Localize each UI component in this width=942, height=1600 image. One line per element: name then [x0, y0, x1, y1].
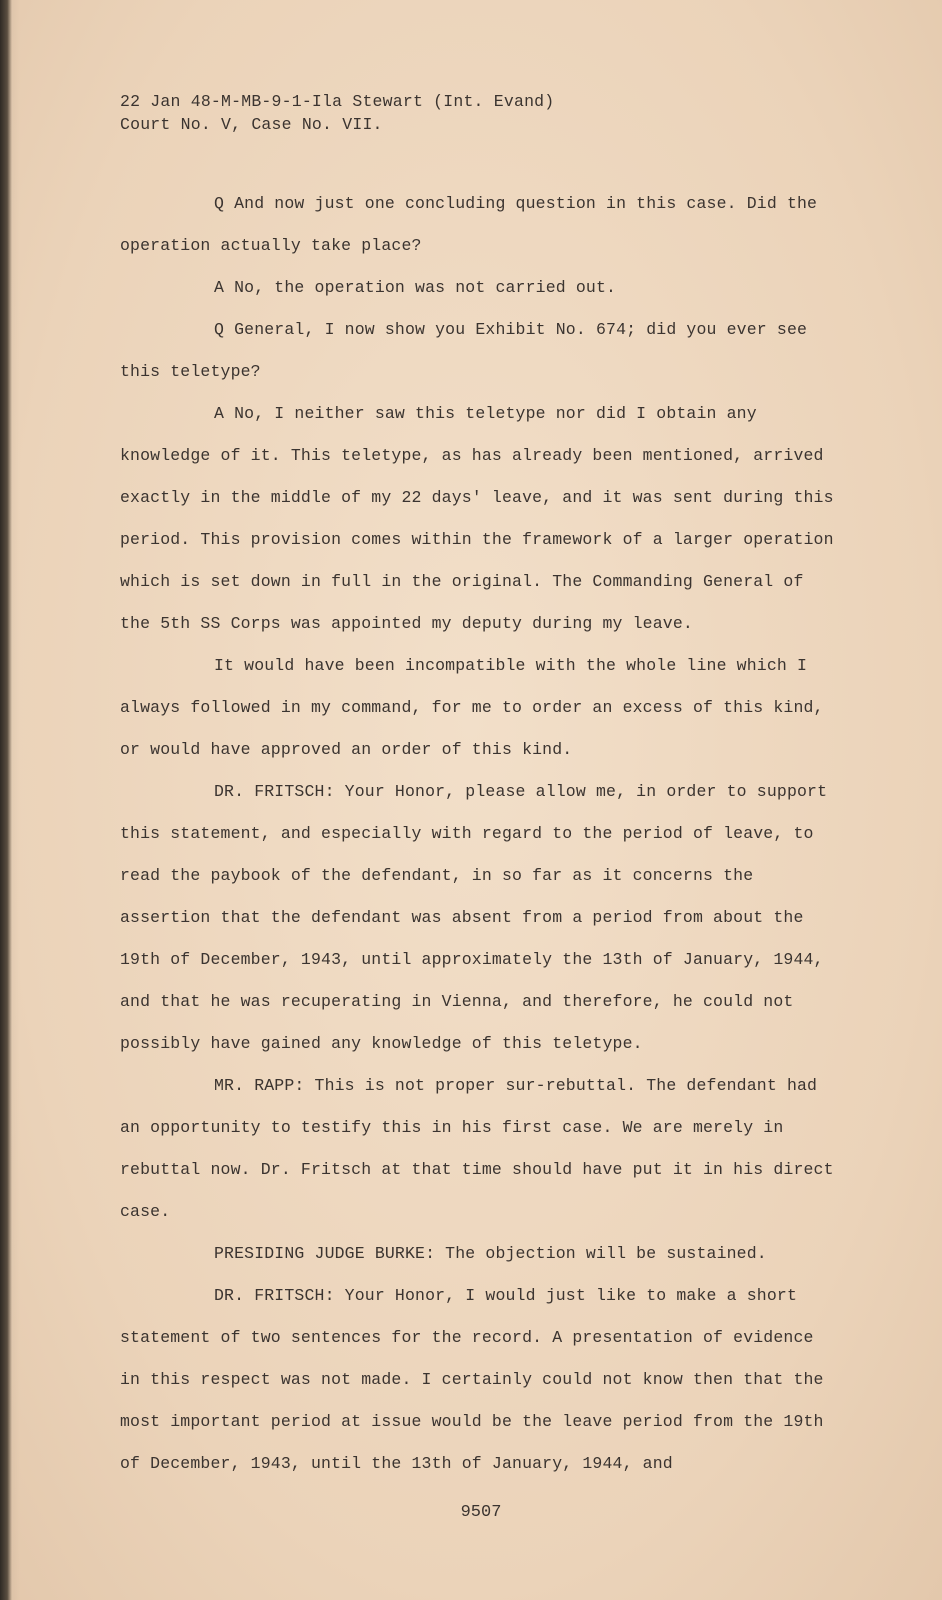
transcript-paragraph-fritsch-2: DR. FRITSCH: Your Honor, I would just like to make a short statement of two sentences for the record. A presentation of evidence in this respect was not made. I certainly could not know then that the most important period at issue would be the leave period from the 19th of December, 1943, until the 13th of January, 1944, and	[120, 1286, 824, 1473]
document-header	[120, 90, 554, 136]
transcript-body	[120, 183, 840, 1485]
page-binding-edge	[0, 0, 12, 1600]
transcript-paragraph-judge-burke: PRESIDING JUDGE BURKE: The objection will be sustained.	[214, 1244, 767, 1263]
header-session-line: 22 Jan 48-M-MB-9-1-Ila Stewart (Int. Evand)	[120, 92, 555, 111]
transcript-paragraph-question-1: Q And now just one concluding question in this case. Did the operation actually take place?	[120, 194, 818, 255]
transcript-paragraph-question-2: Q General, I now show you Exhibit No. 674; did you ever see this teletype?	[120, 320, 808, 381]
transcript-paragraph-fritsch-1: DR. FRITSCH: Your Honor, please allow me, in order to support this statement, and especially with regard to the period of leave, to read the paybook of the defendant, in so far as it concerns the assertion that the defendant was absent from a period from about the 19th of December, 1943, until approximately the 13th of January, 1944, and that he was recuperating in Vienna, and therefore, he could not possibly have gained any knowledge of this teletype.	[120, 782, 828, 1053]
transcript-paragraph-rapp: MR. RAPP: This is not proper sur-rebuttal. The defendant had an opportunity to testify this in his first case. We are merely in rebuttal now. Dr. Fritsch at that time should have put it in his direct case.	[120, 1076, 834, 1221]
transcript-paragraph-answer-2-continued: It would have been incompatible with the whole line which I always followed in my command, for me to order an excess of this kind, or would have approved an order of this kind.	[120, 656, 824, 759]
page-number: 9507	[460, 1503, 502, 1522]
transcript-paragraph-answer-2: A No, I neither saw this teletype nor did I obtain any knowledge of it. This teletype, as has already been mentioned, arrived exactly in the middle of my 22 days' leave, and it was sent during this period. This provision comes within the framework of a larger operation which is set down in full in the original. The Commanding General of the 5th SS Corps was appointed my deputy during my leave.	[120, 404, 834, 633]
header-court-case-line: Court No. V, Case No. VII.	[120, 115, 383, 134]
transcript-paragraph-answer-1: A No, the operation was not carried out.	[214, 278, 617, 297]
